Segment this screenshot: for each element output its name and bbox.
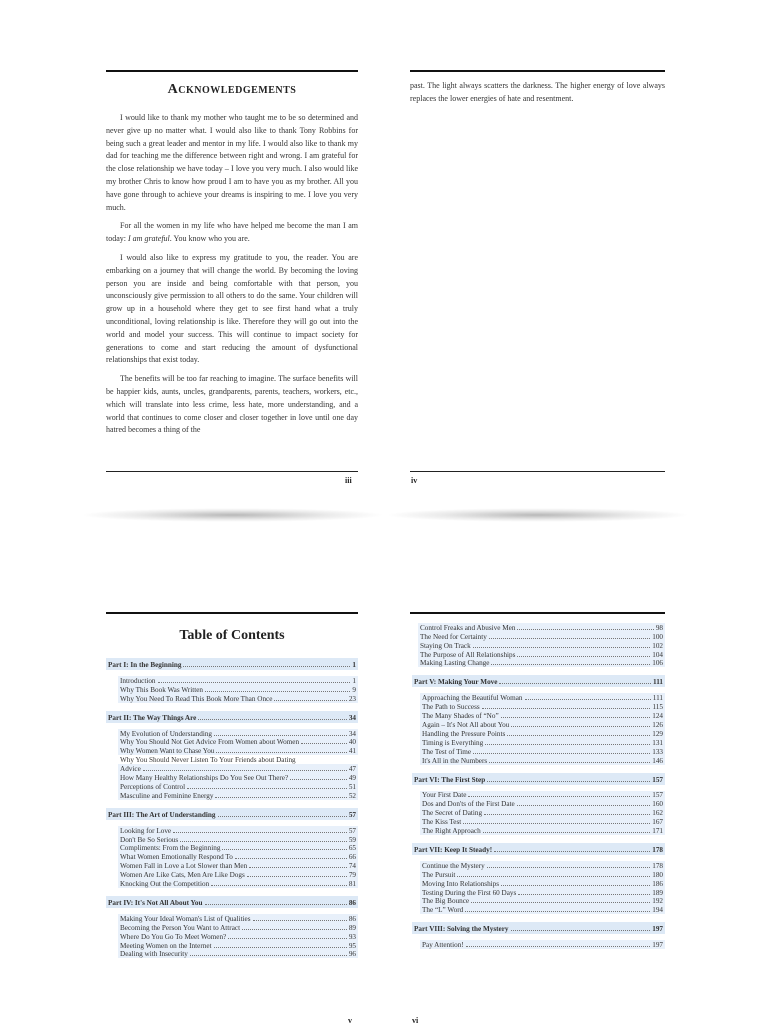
- dot-leader: [487, 867, 651, 868]
- toc-left-column: [106, 658, 358, 966]
- toc-page-number: 52: [348, 791, 356, 800]
- toc-entry-label: My Evolution of Understanding: [120, 729, 213, 738]
- toc-entry[interactable]: [420, 879, 665, 888]
- toc-entry-label: The Test of Time: [422, 747, 472, 756]
- toc-page-number: 1: [352, 661, 356, 669]
- dot-leader: [491, 664, 650, 665]
- toc-entry-label: Approaching the Beautiful Woman: [422, 694, 523, 703]
- dot-leader: [216, 752, 346, 753]
- dot-leader: [517, 656, 650, 657]
- dot-leader: [517, 805, 650, 806]
- dot-leader: [180, 841, 347, 842]
- dot-leader: [301, 743, 347, 744]
- toc-entry-label: Don't Be So Serious: [120, 835, 179, 844]
- dot-leader: [511, 726, 650, 727]
- toc-entry[interactable]: [418, 641, 665, 650]
- toc-entry-group: [420, 791, 665, 835]
- toc-entry[interactable]: [420, 940, 665, 949]
- toc-entry-label: Dos and Don'ts of the First Date: [422, 800, 515, 809]
- toc-entry-label: Why You Need To Read This Book More Than Once: [120, 694, 273, 703]
- toc-entry[interactable]: [118, 950, 358, 959]
- toc-page-number: 146: [652, 756, 663, 765]
- dot-leader: [290, 779, 347, 780]
- page-iv-body: past. The light always scatters the darkness. The higher energy of love always replaces the lower energies of hate and resentment.: [410, 81, 665, 103]
- toc-entry[interactable]: [118, 773, 358, 782]
- dot-leader: [457, 876, 650, 877]
- toc-page-number: 100: [652, 632, 663, 641]
- toc-entry-label: Again – It's Not All about You: [422, 721, 510, 730]
- toc-entry-label: Moving Into Relationships: [422, 879, 500, 888]
- toc-entry[interactable]: [118, 755, 358, 764]
- dot-leader: [484, 814, 650, 815]
- toc-entry[interactable]: [118, 932, 358, 941]
- toc-entry-label: Why Women Want to Chase You: [120, 747, 215, 756]
- toc-entry-label: Why You Should Never Listen To Your Friends about Dating: [120, 756, 296, 765]
- toc-page-number: 104: [652, 650, 663, 659]
- toc-entry[interactable]: [118, 844, 358, 853]
- toc-entry[interactable]: [118, 764, 358, 773]
- dot-leader: [205, 691, 350, 692]
- dot-leader: [499, 683, 651, 684]
- dot-leader: [214, 947, 347, 948]
- toc-entry[interactable]: [420, 756, 665, 765]
- dot-leader: [501, 885, 650, 886]
- dot-leader: [468, 796, 650, 797]
- dot-leader: [518, 894, 650, 895]
- dot-leader: [218, 816, 347, 817]
- page-v-number: v: [348, 1016, 352, 1025]
- dot-leader: [507, 735, 650, 736]
- toc-entry[interactable]: [420, 870, 665, 879]
- dot-leader: [487, 781, 650, 782]
- toc-entry-label: Meeting Women on the Internet: [120, 941, 212, 950]
- toc-part-heading[interactable]: [412, 922, 665, 934]
- toc-entry[interactable]: [118, 923, 358, 932]
- paragraph: The benefits will be too far reaching to imagine. The surface benefits will be happier kids, aunts, uncles, grandparents, parents, teachers, workers, etc., which will translate into less crime, less hate, more understanding, and a world that continues to come closer and closer together in love until one day hatred becomes a thing of the: [106, 374, 358, 435]
- toc-entry[interactable]: [420, 905, 665, 914]
- toc-entry-label: Handling the Pressure Points: [422, 729, 506, 738]
- toc-entry-label: The Kiss Test: [422, 818, 462, 827]
- toc-entry-label: Why This Book Was Written: [120, 685, 203, 694]
- toc-entry-label: The Purpose of All Relationships: [420, 650, 516, 659]
- toc-entry-label: Why You Should Not Get Advice From Women about Women: [120, 738, 300, 747]
- toc-page-number: 59: [348, 835, 356, 844]
- dot-leader: [158, 682, 351, 683]
- dot-leader: [253, 920, 347, 921]
- toc-page-number: 102: [652, 641, 663, 650]
- toc-entry[interactable]: [118, 729, 358, 738]
- toc-page-number: 180: [652, 870, 663, 879]
- toc-part-heading[interactable]: [106, 711, 358, 723]
- toc-entry-label: The Right Approach: [422, 827, 481, 836]
- toc-entry-label: Where Do You Go To Meet Women?: [120, 932, 227, 941]
- toc-entry[interactable]: [118, 870, 358, 879]
- toc-entry-group: [420, 693, 665, 764]
- toc-page-number: 194: [652, 906, 663, 915]
- dot-leader: [215, 797, 346, 798]
- toc-entry[interactable]: [420, 738, 665, 747]
- toc-entry-group: [118, 914, 358, 958]
- toc-page-number: 1: [352, 676, 356, 685]
- toc-entry[interactable]: [420, 897, 665, 906]
- dot-leader: [494, 851, 650, 852]
- toc-entry[interactable]: [418, 650, 665, 659]
- page-iii-top-rule: [106, 70, 358, 72]
- toc-entry[interactable]: [118, 835, 358, 844]
- toc-part-label: Part III: The Art of Understanding: [108, 810, 216, 819]
- toc-entry-label: Compliments: From the Beginning: [120, 844, 221, 853]
- toc-page-number: 65: [348, 844, 356, 853]
- page-fold-shadow: [80, 508, 690, 522]
- toc-entry-label: The Secret of Dating: [422, 809, 483, 818]
- emphasis-text: I am grateful: [128, 234, 170, 244]
- toc-entry[interactable]: [420, 808, 665, 817]
- toc-entry[interactable]: [118, 914, 358, 923]
- toc-entry-label: Advice: [120, 765, 141, 774]
- toc-entry[interactable]: [118, 941, 358, 950]
- dot-leader: [143, 770, 347, 771]
- toc-page-number: 93: [348, 932, 356, 941]
- toc-entry[interactable]: [118, 694, 358, 703]
- toc-entry-label: The Big Bounce: [422, 897, 470, 906]
- toc-entry[interactable]: [420, 888, 665, 897]
- toc-page-number: 186: [652, 879, 663, 888]
- page-iv-bottom-rule: [410, 471, 665, 472]
- dot-leader: [205, 904, 347, 905]
- toc-entry-group: [420, 861, 665, 914]
- toc-entry-label: Introduction: [120, 676, 156, 685]
- toc-entry-label: Timing is Everything: [422, 738, 484, 747]
- dot-leader: [190, 955, 347, 956]
- page-iii-title: Acknowledgements: [167, 82, 297, 97]
- dot-leader: [482, 708, 651, 709]
- toc-entry-label: Women Are Like Cats, Men Are Like Dogs: [120, 871, 245, 880]
- toc-entry[interactable]: [118, 782, 358, 791]
- toc-entry-label: Dealing with Insecurity: [120, 950, 188, 959]
- toc-page-number: 49: [348, 774, 356, 783]
- toc-page-number: 106: [652, 659, 663, 668]
- toc-entry[interactable]: [118, 879, 358, 888]
- dot-leader: [511, 930, 651, 931]
- toc-entry[interactable]: [118, 861, 358, 870]
- toc-entry[interactable]: [118, 746, 358, 755]
- toc-title: Table of Contents: [179, 628, 285, 643]
- toc-page-number: 197: [652, 925, 663, 934]
- toc-page-number: 162: [652, 809, 663, 818]
- toc-entry-label: Looking for Love: [120, 826, 172, 835]
- toc-page-number: 178: [652, 861, 663, 870]
- toc-part-label: Part VII: Keep It Steady!: [414, 846, 493, 855]
- toc-entry-label: The Many Shades of “No”: [422, 712, 499, 721]
- toc-part-heading[interactable]: [412, 773, 665, 785]
- toc-entry[interactable]: [118, 852, 358, 861]
- dot-leader: [517, 629, 653, 630]
- toc-page-number: 192: [652, 897, 663, 906]
- toc-part-heading[interactable]: [106, 808, 358, 820]
- dot-leader: [489, 762, 650, 763]
- toc-entry-label: Making Your Ideal Woman's List of Qualities: [120, 914, 251, 923]
- page-iii-body: [106, 112, 358, 443]
- toc-entry-label: How Many Healthy Relationships Do You See Out There?: [120, 774, 289, 783]
- toc-entry[interactable]: [420, 826, 665, 835]
- page-iv-top-rule: [410, 70, 665, 72]
- toc-entry-group: [118, 826, 358, 888]
- dot-leader: [187, 788, 347, 789]
- toc-page-number: 131: [652, 738, 663, 747]
- toc-entry-label: Becoming the Person You Want to Attract: [120, 923, 241, 932]
- toc-page-number: 96: [348, 950, 356, 959]
- toc-page-number: 34: [348, 729, 356, 738]
- toc-entry-label: Staying On Track: [420, 641, 471, 650]
- dot-leader: [473, 753, 650, 754]
- toc-entry-group: [118, 676, 358, 703]
- toc-entry[interactable]: [118, 676, 358, 685]
- dot-leader: [228, 938, 347, 939]
- toc-page-number: 126: [652, 721, 663, 730]
- dot-leader: [471, 902, 650, 903]
- toc-part-heading[interactable]: [106, 896, 358, 908]
- toc-page-number: 124: [652, 712, 663, 721]
- toc-part-heading[interactable]: [412, 675, 665, 687]
- toc-page-number: 74: [348, 862, 356, 871]
- toc-part-heading[interactable]: [106, 658, 358, 670]
- toc-page-number: 98: [655, 623, 663, 632]
- toc-right-column: [412, 623, 665, 957]
- toc-entry-label: Masculine and Feminine Energy: [120, 791, 214, 800]
- page-v-top-rule: [106, 612, 358, 614]
- dot-leader: [235, 858, 347, 859]
- toc-entry-label: Control Freaks and Abusive Men: [420, 623, 516, 632]
- toc-entry-group: [118, 729, 358, 800]
- toc-entry[interactable]: [420, 799, 665, 808]
- toc-page-number: 79: [348, 871, 356, 880]
- page-iv-number: iv: [411, 476, 418, 485]
- toc-page-number: 167: [652, 818, 663, 827]
- toc-entry-label: It's All in the Numbers: [422, 756, 488, 765]
- dot-leader: [249, 867, 347, 868]
- toc-entry-label: Continue the Mystery: [422, 861, 485, 870]
- toc-page-number: 9: [352, 685, 356, 694]
- toc-page-number: 57: [348, 810, 356, 819]
- toc-page-number: 23: [348, 694, 356, 703]
- dot-leader: [214, 735, 347, 736]
- toc-page-number: 197: [652, 941, 663, 950]
- paragraph: I would like to thank my mother who taught me to be so determined and never give up no matter what. I would also like to thank Tony Robbins for being such a great leader and mentor in my life. I would also like to thank my dad for teaching me the difference between right and wrong. I am grateful for the close relationship we have today – I love you very much. I also would like my brother Chris to know how proud I am to have you as my brother. All you have gone through to achieve your dreams is inspiring to me. I love you very much.: [106, 113, 358, 212]
- toc-page-number: 160: [652, 800, 663, 809]
- toc-entry[interactable]: [420, 693, 665, 702]
- toc-entry[interactable]: [418, 623, 665, 632]
- toc-entry-label: Women Fall in Love a Lot Slower than Men: [120, 862, 248, 871]
- toc-page-number: 189: [652, 888, 663, 897]
- toc-entry-label: The “L” Word: [422, 906, 464, 915]
- toc-entry-label: Knocking Out the Competition: [120, 880, 210, 889]
- page-iii-bottom-rule: [106, 471, 358, 472]
- dot-leader: [466, 946, 650, 947]
- toc-page-number: 86: [348, 914, 356, 923]
- dot-leader: [489, 638, 650, 639]
- toc-part-label: Part IV: It's Not All About You: [108, 899, 203, 908]
- toc-page-number: 157: [652, 791, 663, 800]
- dot-leader: [274, 700, 346, 701]
- toc-entry[interactable]: [418, 632, 665, 641]
- toc-entry-label: The Path to Success: [422, 703, 480, 712]
- toc-page-number: 86: [348, 899, 356, 908]
- toc-entry-label: The Pursuit: [422, 870, 456, 879]
- toc-entry[interactable]: [418, 659, 665, 668]
- dot-leader: [473, 647, 651, 648]
- toc-part-label: Part VI: The First Step: [414, 775, 486, 784]
- paragraph: I would also like to express my gratitude to you, the reader. You are embarking on a journey that will change the world. By becoming the loving person you are inside and being comfortable with that person, you unconsciously give permission to all others to do the same. Your children will grow up in a household where they get to see first hand what a truly unconditional, loving relationship is like. Therefore they will go out into the world and model your success. This will continue to impact society for generations to come and start reducing the amount of dysfunctional relationships that exist today.: [106, 252, 358, 365]
- toc-page-number: 40: [348, 738, 356, 747]
- toc-part-label: Part I: In the Beginning: [108, 661, 182, 669]
- page-iii-number: iii: [345, 476, 352, 485]
- toc-entry[interactable]: [420, 747, 665, 756]
- toc-entry-label: Perceptions of Control: [120, 782, 186, 791]
- dot-leader: [483, 832, 651, 833]
- toc-part-label: Part II: The Way Things Are: [108, 713, 197, 722]
- dot-leader: [198, 719, 346, 720]
- toc-page-number: 115: [652, 703, 663, 712]
- toc-page-number: 81: [348, 880, 356, 889]
- dot-leader: [247, 876, 347, 877]
- paragraph: For all the women in my life who have helped me become the man I am today: I am grateful. You know who you are.: [106, 221, 358, 244]
- toc-entry[interactable]: [420, 817, 665, 826]
- toc-page-number: 51: [348, 782, 356, 791]
- toc-page-number: 133: [652, 747, 663, 756]
- toc-page-number: 66: [348, 853, 356, 862]
- toc-page-number: 111: [653, 678, 663, 687]
- toc-page-number: 129: [652, 729, 663, 738]
- toc-entry[interactable]: [118, 826, 358, 835]
- dot-leader: [485, 744, 650, 745]
- toc-entry-group: [420, 940, 665, 949]
- toc-entry-label: Your First Date: [422, 791, 467, 800]
- dot-leader: [173, 832, 347, 833]
- toc-entry-label: Making Lasting Change: [420, 659, 490, 668]
- toc-part-label: Part VIII: Solving the Mystery: [414, 925, 509, 934]
- toc-page-number: 57: [348, 826, 356, 835]
- toc-entry-group: [418, 623, 665, 667]
- toc-page-number: 47: [348, 765, 356, 774]
- dot-leader: [501, 717, 651, 718]
- page-vi-top-rule: [410, 612, 665, 614]
- toc-entry[interactable]: [118, 685, 358, 694]
- toc-part-heading[interactable]: [412, 843, 665, 855]
- dot-leader: [183, 666, 350, 667]
- dot-leader: [463, 823, 650, 824]
- dot-leader: [211, 885, 347, 886]
- dot-leader: [525, 699, 651, 700]
- toc-entry[interactable]: [118, 738, 358, 747]
- toc-entry[interactable]: [118, 791, 358, 800]
- toc-entry-label: The Need for Certainty: [420, 632, 487, 641]
- toc-entry[interactable]: [420, 791, 665, 800]
- toc-page-number: 111: [652, 694, 663, 703]
- toc-entry[interactable]: [420, 729, 665, 738]
- toc-page-number: 34: [348, 713, 356, 722]
- dot-leader: [242, 929, 347, 930]
- toc-page-number: 178: [652, 846, 663, 855]
- toc-entry-label: Testing During the First 60 Days: [422, 888, 517, 897]
- toc-page-number: 41: [348, 747, 356, 756]
- toc-entry[interactable]: [420, 711, 665, 720]
- toc-entry-label: Pay Attention!: [422, 941, 464, 950]
- toc-page-number: 95: [348, 941, 356, 950]
- dot-leader: [222, 849, 346, 850]
- toc-entry-label: What Women Emotionally Respond To: [120, 853, 233, 862]
- toc-entry[interactable]: [420, 720, 665, 729]
- toc-page-number: 157: [652, 775, 663, 784]
- toc-page-number: 171: [652, 827, 663, 836]
- toc-page-number: 89: [348, 923, 356, 932]
- page-vi-number: vi: [412, 1016, 419, 1025]
- toc-entry[interactable]: [420, 861, 665, 870]
- toc-entry[interactable]: [420, 702, 665, 711]
- dot-leader: [465, 911, 650, 912]
- toc-part-label: Part V: Making Your Move: [414, 678, 498, 687]
